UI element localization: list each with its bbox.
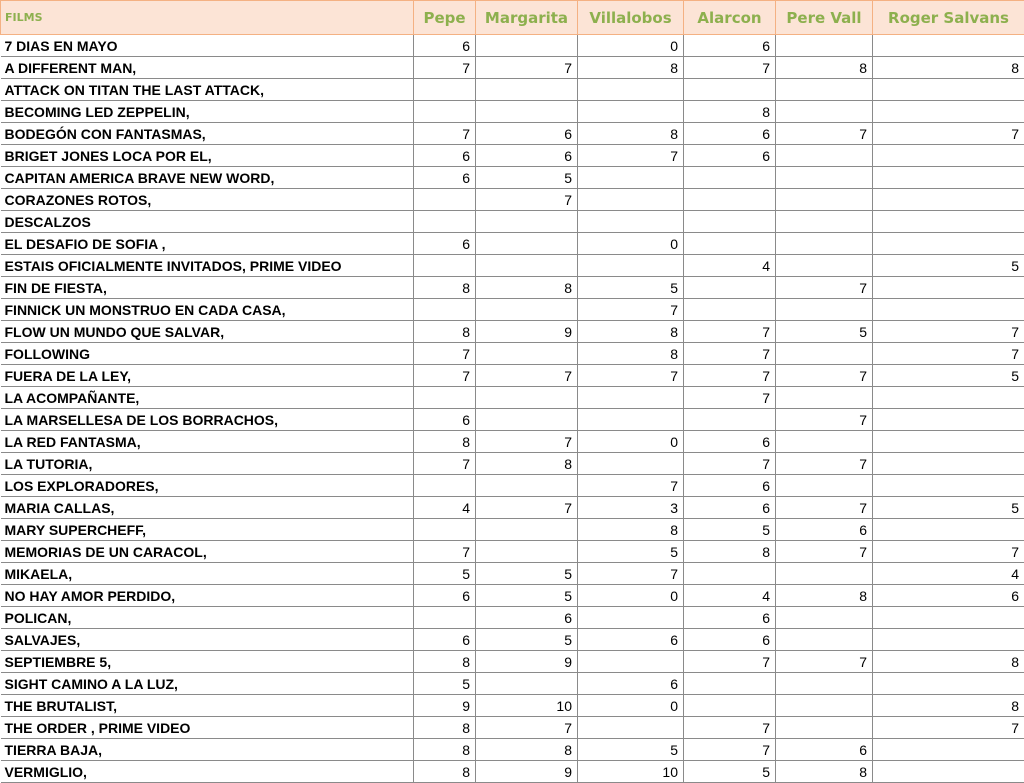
rating-cell-alarcon[interactable]: 7 bbox=[684, 717, 776, 739]
rating-cell-villalobos[interactable] bbox=[578, 717, 684, 739]
table-row bbox=[1, 35, 1024, 57]
film-title-cell[interactable]: SALVAJES, bbox=[1, 629, 414, 651]
rating-cell-pere-vall[interactable]: 7 bbox=[776, 277, 873, 299]
rating-cell-margarita[interactable] bbox=[476, 387, 578, 409]
rating-cell-villalobos[interactable] bbox=[578, 79, 684, 101]
table-row bbox=[1, 541, 1024, 563]
rating-cell-pepe[interactable]: 7 bbox=[414, 343, 476, 365]
rating-cell-pere-vall[interactable] bbox=[776, 101, 873, 123]
rating-cell-pepe[interactable]: 4 bbox=[414, 497, 476, 519]
rating-cell-alarcon[interactable] bbox=[684, 695, 776, 717]
rating-cell-alarcon[interactable]: 8 bbox=[684, 101, 776, 123]
rating-cell-villalobos[interactable]: 7 bbox=[578, 365, 684, 387]
rating-cell-pepe[interactable] bbox=[414, 607, 476, 629]
film-title-cell[interactable]: THE BRUTALIST, bbox=[1, 695, 414, 717]
rating-cell-alarcon[interactable]: 6 bbox=[684, 629, 776, 651]
header-cell-pere-vall[interactable]: Pere Vall bbox=[776, 1, 873, 35]
table-row bbox=[1, 299, 1024, 321]
rating-cell-alarcon[interactable] bbox=[684, 299, 776, 321]
rating-cell-villalobos[interactable]: 0 bbox=[578, 35, 684, 57]
rating-cell-margarita[interactable]: 9 bbox=[476, 321, 578, 343]
table-row bbox=[1, 189, 1024, 211]
rating-cell-pepe[interactable]: 6 bbox=[414, 167, 476, 189]
rating-cell-margarita[interactable] bbox=[476, 519, 578, 541]
rating-cell-margarita[interactable]: 5 bbox=[476, 629, 578, 651]
rating-cell-alarcon[interactable]: 7 bbox=[684, 57, 776, 79]
rating-cell-alarcon[interactable] bbox=[684, 673, 776, 695]
film-title-cell[interactable]: A DIFFERENT MAN, bbox=[1, 57, 414, 79]
rating-cell-roger-salvans[interactable]: 5 bbox=[873, 365, 1024, 387]
rating-cell-roger-salvans[interactable] bbox=[873, 299, 1024, 321]
rating-cell-pepe[interactable]: 6 bbox=[414, 35, 476, 57]
header-cell-villalobos[interactable]: Villalobos bbox=[578, 1, 684, 35]
film-title-cell[interactable]: BRIGET JONES LOCA POR EL, bbox=[1, 145, 414, 167]
rating-cell-pere-vall[interactable] bbox=[776, 343, 873, 365]
table-row bbox=[1, 563, 1024, 585]
rating-cell-margarita[interactable]: 6 bbox=[476, 123, 578, 145]
rating-cell-pepe[interactable]: 8 bbox=[414, 739, 476, 761]
rating-cell-pepe[interactable] bbox=[414, 475, 476, 497]
rating-cell-pepe[interactable]: 8 bbox=[414, 651, 476, 673]
rating-cell-roger-salvans[interactable] bbox=[873, 211, 1024, 233]
film-title-cell[interactable]: LOS EXPLORADORES, bbox=[1, 475, 414, 497]
rating-cell-villalobos[interactable] bbox=[578, 607, 684, 629]
rating-cell-roger-salvans[interactable]: 4 bbox=[873, 563, 1024, 585]
rating-cell-pepe[interactable]: 6 bbox=[414, 145, 476, 167]
rating-cell-margarita[interactable] bbox=[476, 255, 578, 277]
rating-cell-pepe[interactable] bbox=[414, 255, 476, 277]
film-title-cell[interactable]: CORAZONES ROTOS, bbox=[1, 189, 414, 211]
rating-cell-alarcon[interactable]: 7 bbox=[684, 453, 776, 475]
rating-cell-pere-vall[interactable]: 7 bbox=[776, 365, 873, 387]
rating-cell-villalobos[interactable] bbox=[578, 651, 684, 673]
rating-cell-roger-salvans[interactable] bbox=[873, 475, 1024, 497]
film-title-cell[interactable]: LA MARSELLESA DE LOS BORRACHOS, bbox=[1, 409, 414, 431]
rating-cell-roger-salvans[interactable] bbox=[873, 189, 1024, 211]
table-row bbox=[1, 695, 1024, 717]
rating-cell-margarita[interactable]: 7 bbox=[476, 189, 578, 211]
rating-cell-roger-salvans[interactable] bbox=[873, 101, 1024, 123]
rating-cell-margarita[interactable] bbox=[476, 299, 578, 321]
rating-cell-margarita[interactable]: 7 bbox=[476, 57, 578, 79]
rating-cell-villalobos[interactable]: 8 bbox=[578, 57, 684, 79]
rating-cell-pere-vall[interactable]: 7 bbox=[776, 453, 873, 475]
rating-cell-villalobos[interactable]: 7 bbox=[578, 563, 684, 585]
film-title-cell[interactable]: FIN DE FIESTA, bbox=[1, 277, 414, 299]
rating-cell-margarita[interactable]: 7 bbox=[476, 365, 578, 387]
rating-cell-pepe[interactable] bbox=[414, 79, 476, 101]
table-row bbox=[1, 233, 1024, 255]
rating-cell-margarita[interactable] bbox=[476, 673, 578, 695]
table-row bbox=[1, 79, 1024, 101]
rating-cell-margarita[interactable] bbox=[476, 541, 578, 563]
rating-cell-roger-salvans[interactable] bbox=[873, 35, 1024, 57]
rating-cell-margarita[interactable]: 6 bbox=[476, 607, 578, 629]
rating-cell-pepe[interactable]: 8 bbox=[414, 321, 476, 343]
header-cell-roger-salvans[interactable]: Roger Salvans bbox=[873, 1, 1024, 35]
rating-cell-alarcon[interactable]: 5 bbox=[684, 519, 776, 541]
rating-cell-villalobos[interactable] bbox=[578, 211, 684, 233]
rating-cell-pepe[interactable]: 5 bbox=[414, 563, 476, 585]
rating-cell-roger-salvans[interactable] bbox=[873, 761, 1024, 783]
rating-cell-alarcon[interactable]: 6 bbox=[684, 475, 776, 497]
rating-cell-alarcon[interactable]: 8 bbox=[684, 541, 776, 563]
rating-cell-margarita[interactable]: 7 bbox=[476, 497, 578, 519]
table-row bbox=[1, 629, 1024, 651]
header-row bbox=[1, 1, 1024, 35]
rating-cell-roger-salvans[interactable] bbox=[873, 431, 1024, 453]
rating-cell-roger-salvans[interactable]: 8 bbox=[873, 57, 1024, 79]
film-title-cell[interactable]: MARIA CALLAS, bbox=[1, 497, 414, 519]
table-row bbox=[1, 497, 1024, 519]
rating-cell-pere-vall[interactable]: 7 bbox=[776, 123, 873, 145]
film-title-cell[interactable]: MEMORIAS DE UN CARACOL, bbox=[1, 541, 414, 563]
rating-cell-roger-salvans[interactable] bbox=[873, 277, 1024, 299]
rating-cell-alarcon[interactable]: 7 bbox=[684, 321, 776, 343]
table-row bbox=[1, 101, 1024, 123]
rating-cell-margarita[interactable]: 5 bbox=[476, 563, 578, 585]
rating-cell-villalobos[interactable]: 6 bbox=[578, 629, 684, 651]
rating-cell-villalobos[interactable]: 10 bbox=[578, 761, 684, 783]
rating-cell-villalobos[interactable]: 0 bbox=[578, 233, 684, 255]
rating-cell-alarcon[interactable]: 5 bbox=[684, 761, 776, 783]
rating-cell-pere-vall[interactable] bbox=[776, 431, 873, 453]
table-row bbox=[1, 607, 1024, 629]
rating-cell-roger-salvans[interactable]: 8 bbox=[873, 695, 1024, 717]
rating-cell-roger-salvans[interactable]: 5 bbox=[873, 255, 1024, 277]
rating-cell-pere-vall[interactable] bbox=[776, 629, 873, 651]
film-title-cell[interactable]: SIGHT CAMINO A LA LUZ, bbox=[1, 673, 414, 695]
rating-cell-margarita[interactable]: 5 bbox=[476, 585, 578, 607]
table-row bbox=[1, 255, 1024, 277]
table-row bbox=[1, 211, 1024, 233]
header-cell-films[interactable]: FILMS bbox=[1, 1, 414, 35]
rating-cell-roger-salvans[interactable]: 7 bbox=[873, 717, 1024, 739]
rating-cell-villalobos[interactable]: 7 bbox=[578, 299, 684, 321]
rating-cell-alarcon[interactable] bbox=[684, 233, 776, 255]
rating-cell-pere-vall[interactable] bbox=[776, 673, 873, 695]
rating-cell-villalobos[interactable] bbox=[578, 167, 684, 189]
rating-cell-villalobos[interactable]: 8 bbox=[578, 519, 684, 541]
rating-cell-alarcon[interactable] bbox=[684, 277, 776, 299]
header-cell-margarita[interactable]: Margarita bbox=[476, 1, 578, 35]
film-title-cell[interactable]: LA RED FANTASMA, bbox=[1, 431, 414, 453]
rating-cell-villalobos[interactable] bbox=[578, 189, 684, 211]
rating-cell-alarcon[interactable]: 6 bbox=[684, 431, 776, 453]
rating-cell-villalobos[interactable] bbox=[578, 387, 684, 409]
rating-cell-alarcon[interactable]: 6 bbox=[684, 497, 776, 519]
rating-cell-roger-salvans[interactable] bbox=[873, 673, 1024, 695]
rating-cell-pere-vall[interactable] bbox=[776, 35, 873, 57]
rating-cell-villalobos[interactable]: 6 bbox=[578, 673, 684, 695]
table-row bbox=[1, 123, 1024, 145]
rating-cell-roger-salvans[interactable]: 5 bbox=[873, 497, 1024, 519]
rating-cell-villalobos[interactable]: 8 bbox=[578, 343, 684, 365]
rating-cell-alarcon[interactable]: 7 bbox=[684, 343, 776, 365]
rating-cell-pere-vall[interactable]: 8 bbox=[776, 761, 873, 783]
table-row bbox=[1, 387, 1024, 409]
rating-cell-margarita[interactable] bbox=[476, 409, 578, 431]
table-row bbox=[1, 717, 1024, 739]
film-title-cell[interactable]: ESTAIS OFICIALMENTE INVITADOS, PRIME VIDEO bbox=[1, 255, 414, 277]
rating-cell-villalobos[interactable]: 7 bbox=[578, 475, 684, 497]
rating-cell-pere-vall[interactable] bbox=[776, 563, 873, 585]
rating-cell-pepe[interactable] bbox=[414, 189, 476, 211]
film-title-cell[interactable]: NO HAY AMOR PERDIDO, bbox=[1, 585, 414, 607]
rating-cell-pere-vall[interactable] bbox=[776, 211, 873, 233]
film-title-cell[interactable]: THE ORDER , PRIME VIDEO bbox=[1, 717, 414, 739]
film-title-cell[interactable]: TIERRA BAJA, bbox=[1, 739, 414, 761]
rating-cell-pepe[interactable]: 8 bbox=[414, 277, 476, 299]
rating-cell-villalobos[interactable]: 5 bbox=[578, 277, 684, 299]
table-body bbox=[1, 35, 1024, 783]
film-title-cell[interactable]: FUERA DE LA LEY, bbox=[1, 365, 414, 387]
rating-cell-roger-salvans[interactable] bbox=[873, 739, 1024, 761]
film-title-cell[interactable]: MARY SUPERCHEFF, bbox=[1, 519, 414, 541]
rating-cell-pepe[interactable]: 6 bbox=[414, 585, 476, 607]
rating-cell-alarcon[interactable] bbox=[684, 189, 776, 211]
rating-cell-villalobos[interactable] bbox=[578, 409, 684, 431]
rating-cell-alarcon[interactable]: 6 bbox=[684, 145, 776, 167]
film-title-cell[interactable]: SEPTIEMBRE 5, bbox=[1, 651, 414, 673]
table-row bbox=[1, 519, 1024, 541]
rating-cell-pepe[interactable]: 6 bbox=[414, 629, 476, 651]
film-title-cell[interactable]: FINNICK UN MONSTRUO EN CADA CASA, bbox=[1, 299, 414, 321]
rating-cell-pere-vall[interactable] bbox=[776, 233, 873, 255]
rating-cell-pere-vall[interactable]: 7 bbox=[776, 541, 873, 563]
rating-cell-roger-salvans[interactable]: 7 bbox=[873, 321, 1024, 343]
film-title-cell[interactable]: VERMIGLIO, bbox=[1, 761, 414, 783]
rating-cell-villalobos[interactable] bbox=[578, 453, 684, 475]
rating-cell-roger-salvans[interactable] bbox=[873, 409, 1024, 431]
rating-cell-pere-vall[interactable] bbox=[776, 607, 873, 629]
film-title-cell[interactable]: 7 DIAS EN MAYO bbox=[1, 35, 414, 57]
rating-cell-villalobos[interactable]: 8 bbox=[578, 321, 684, 343]
rating-cell-roger-salvans[interactable]: 7 bbox=[873, 541, 1024, 563]
table-row bbox=[1, 739, 1024, 761]
rating-cell-margarita[interactable]: 8 bbox=[476, 453, 578, 475]
rating-cell-alarcon[interactable] bbox=[684, 211, 776, 233]
table-row bbox=[1, 673, 1024, 695]
rating-cell-margarita[interactable]: 5 bbox=[476, 167, 578, 189]
table-row bbox=[1, 145, 1024, 167]
rating-cell-roger-salvans[interactable] bbox=[873, 145, 1024, 167]
rating-cell-margarita[interactable]: 9 bbox=[476, 651, 578, 673]
rating-cell-pere-vall[interactable] bbox=[776, 387, 873, 409]
rating-cell-pepe[interactable]: 7 bbox=[414, 453, 476, 475]
rating-cell-roger-salvans[interactable]: 6 bbox=[873, 585, 1024, 607]
table-row bbox=[1, 409, 1024, 431]
rating-cell-margarita[interactable]: 10 bbox=[476, 695, 578, 717]
rating-cell-alarcon[interactable]: 7 bbox=[684, 739, 776, 761]
rating-cell-villalobos[interactable]: 0 bbox=[578, 431, 684, 453]
rating-cell-pepe[interactable]: 5 bbox=[414, 673, 476, 695]
rating-cell-roger-salvans[interactable] bbox=[873, 233, 1024, 255]
rating-cell-pere-vall[interactable]: 8 bbox=[776, 57, 873, 79]
rating-cell-pepe[interactable]: 8 bbox=[414, 431, 476, 453]
rating-cell-margarita[interactable] bbox=[476, 211, 578, 233]
film-title-cell[interactable]: DESCALZOS bbox=[1, 211, 414, 233]
table-row bbox=[1, 277, 1024, 299]
rating-cell-margarita[interactable]: 9 bbox=[476, 761, 578, 783]
rating-cell-roger-salvans[interactable] bbox=[873, 79, 1024, 101]
rating-cell-margarita[interactable]: 8 bbox=[476, 739, 578, 761]
rating-cell-pere-vall[interactable] bbox=[776, 145, 873, 167]
table-row bbox=[1, 761, 1024, 783]
film-title-cell[interactable]: MIKAELA, bbox=[1, 563, 414, 585]
rating-cell-margarita[interactable] bbox=[476, 35, 578, 57]
rating-cell-pepe[interactable]: 8 bbox=[414, 717, 476, 739]
rating-cell-pepe[interactable]: 9 bbox=[414, 695, 476, 717]
rating-cell-margarita[interactable] bbox=[476, 475, 578, 497]
film-title-cell[interactable]: FOLLOWING bbox=[1, 343, 414, 365]
rating-cell-alarcon[interactable]: 4 bbox=[684, 585, 776, 607]
rating-cell-pepe[interactable]: 7 bbox=[414, 123, 476, 145]
rating-cell-pepe[interactable] bbox=[414, 101, 476, 123]
rating-cell-margarita[interactable]: 7 bbox=[476, 717, 578, 739]
rating-cell-alarcon[interactable]: 6 bbox=[684, 607, 776, 629]
rating-cell-pere-vall[interactable] bbox=[776, 79, 873, 101]
table-row bbox=[1, 167, 1024, 189]
rating-cell-roger-salvans[interactable] bbox=[873, 387, 1024, 409]
rating-cell-villalobos[interactable] bbox=[578, 101, 684, 123]
rating-cell-pepe[interactable] bbox=[414, 519, 476, 541]
rating-cell-margarita[interactable] bbox=[476, 79, 578, 101]
film-title-cell[interactable]: CAPITAN AMERICA BRAVE NEW WORD, bbox=[1, 167, 414, 189]
rating-cell-pepe[interactable]: 7 bbox=[414, 57, 476, 79]
rating-cell-roger-salvans[interactable]: 8 bbox=[873, 651, 1024, 673]
rating-cell-margarita[interactable] bbox=[476, 343, 578, 365]
table-row bbox=[1, 343, 1024, 365]
rating-cell-villalobos[interactable]: 8 bbox=[578, 123, 684, 145]
rating-cell-villalobos[interactable]: 5 bbox=[578, 739, 684, 761]
header-cell-alarcon[interactable]: Alarcon bbox=[684, 1, 776, 35]
rating-cell-pere-vall[interactable]: 7 bbox=[776, 651, 873, 673]
rating-cell-roger-salvans[interactable] bbox=[873, 607, 1024, 629]
table-row bbox=[1, 57, 1024, 79]
rating-cell-pere-vall[interactable] bbox=[776, 695, 873, 717]
rating-cell-alarcon[interactable] bbox=[684, 79, 776, 101]
rating-cell-alarcon[interactable]: 7 bbox=[684, 365, 776, 387]
film-title-cell[interactable]: BODEGÓN CON FANTASMAS, bbox=[1, 123, 414, 145]
rating-cell-margarita[interactable]: 8 bbox=[476, 277, 578, 299]
film-title-cell[interactable]: POLICAN, bbox=[1, 607, 414, 629]
rating-cell-pere-vall[interactable] bbox=[776, 717, 873, 739]
rating-cell-roger-salvans[interactable] bbox=[873, 629, 1024, 651]
rating-cell-margarita[interactable]: 6 bbox=[476, 145, 578, 167]
rating-cell-pepe[interactable]: 6 bbox=[414, 233, 476, 255]
rating-cell-roger-salvans[interactable] bbox=[873, 453, 1024, 475]
table-row bbox=[1, 585, 1024, 607]
rating-cell-margarita[interactable] bbox=[476, 233, 578, 255]
rating-cell-villalobos[interactable] bbox=[578, 255, 684, 277]
rating-cell-alarcon[interactable]: 6 bbox=[684, 123, 776, 145]
rating-cell-pere-vall[interactable] bbox=[776, 167, 873, 189]
rating-cell-villalobos[interactable]: 0 bbox=[578, 695, 684, 717]
rating-cell-alarcon[interactable] bbox=[684, 563, 776, 585]
rating-cell-alarcon[interactable]: 7 bbox=[684, 651, 776, 673]
rating-cell-pere-vall[interactable] bbox=[776, 255, 873, 277]
film-title-cell[interactable]: EL DESAFIO DE SOFIA , bbox=[1, 233, 414, 255]
rating-cell-alarcon[interactable] bbox=[684, 409, 776, 431]
rating-cell-alarcon[interactable]: 4 bbox=[684, 255, 776, 277]
rating-cell-roger-salvans[interactable]: 7 bbox=[873, 343, 1024, 365]
rating-cell-margarita[interactable] bbox=[476, 101, 578, 123]
table-row bbox=[1, 453, 1024, 475]
rating-cell-pere-vall[interactable]: 8 bbox=[776, 585, 873, 607]
table-row bbox=[1, 651, 1024, 673]
rating-cell-pepe[interactable]: 7 bbox=[414, 541, 476, 563]
rating-cell-pepe[interactable] bbox=[414, 299, 476, 321]
rating-cell-pere-vall[interactable]: 7 bbox=[776, 409, 873, 431]
film-title-cell[interactable]: LA ACOMPAÑANTE, bbox=[1, 387, 414, 409]
rating-cell-roger-salvans[interactable] bbox=[873, 167, 1024, 189]
header-cell-pepe[interactable]: Pepe bbox=[414, 1, 476, 35]
rating-cell-pere-vall[interactable]: 6 bbox=[776, 739, 873, 761]
rating-cell-roger-salvans[interactable]: 7 bbox=[873, 123, 1024, 145]
rating-cell-pepe[interactable] bbox=[414, 211, 476, 233]
rating-cell-pepe[interactable]: 8 bbox=[414, 761, 476, 783]
table-row bbox=[1, 365, 1024, 387]
film-title-cell[interactable]: LA TUTORIA, bbox=[1, 453, 414, 475]
table-row bbox=[1, 431, 1024, 453]
film-title-cell[interactable]: ATTACK ON TITAN THE LAST ATTACK, bbox=[1, 79, 414, 101]
film-title-cell[interactable]: BECOMING LED ZEPPELIN, bbox=[1, 101, 414, 123]
rating-cell-villalobos[interactable]: 5 bbox=[578, 541, 684, 563]
rating-cell-margarita[interactable]: 7 bbox=[476, 431, 578, 453]
rating-cell-villalobos[interactable]: 0 bbox=[578, 585, 684, 607]
rating-cell-pere-vall[interactable] bbox=[776, 475, 873, 497]
rating-cell-pepe[interactable]: 6 bbox=[414, 409, 476, 431]
rating-cell-villalobos[interactable]: 7 bbox=[578, 145, 684, 167]
rating-cell-pere-vall[interactable] bbox=[776, 189, 873, 211]
rating-cell-alarcon[interactable] bbox=[684, 167, 776, 189]
rating-cell-villalobos[interactable]: 3 bbox=[578, 497, 684, 519]
rating-cell-pepe[interactable]: 7 bbox=[414, 365, 476, 387]
film-title-cell[interactable]: FLOW UN MUNDO QUE SALVAR, bbox=[1, 321, 414, 343]
rating-cell-pere-vall[interactable]: 7 bbox=[776, 497, 873, 519]
rating-cell-pere-vall[interactable]: 6 bbox=[776, 519, 873, 541]
rating-cell-alarcon[interactable]: 6 bbox=[684, 35, 776, 57]
table-row bbox=[1, 475, 1024, 497]
table-row bbox=[1, 321, 1024, 343]
rating-cell-pepe[interactable] bbox=[414, 387, 476, 409]
rating-cell-roger-salvans[interactable] bbox=[873, 519, 1024, 541]
rating-cell-pere-vall[interactable]: 5 bbox=[776, 321, 873, 343]
rating-cell-pere-vall[interactable] bbox=[776, 299, 873, 321]
rating-cell-alarcon[interactable]: 7 bbox=[684, 387, 776, 409]
